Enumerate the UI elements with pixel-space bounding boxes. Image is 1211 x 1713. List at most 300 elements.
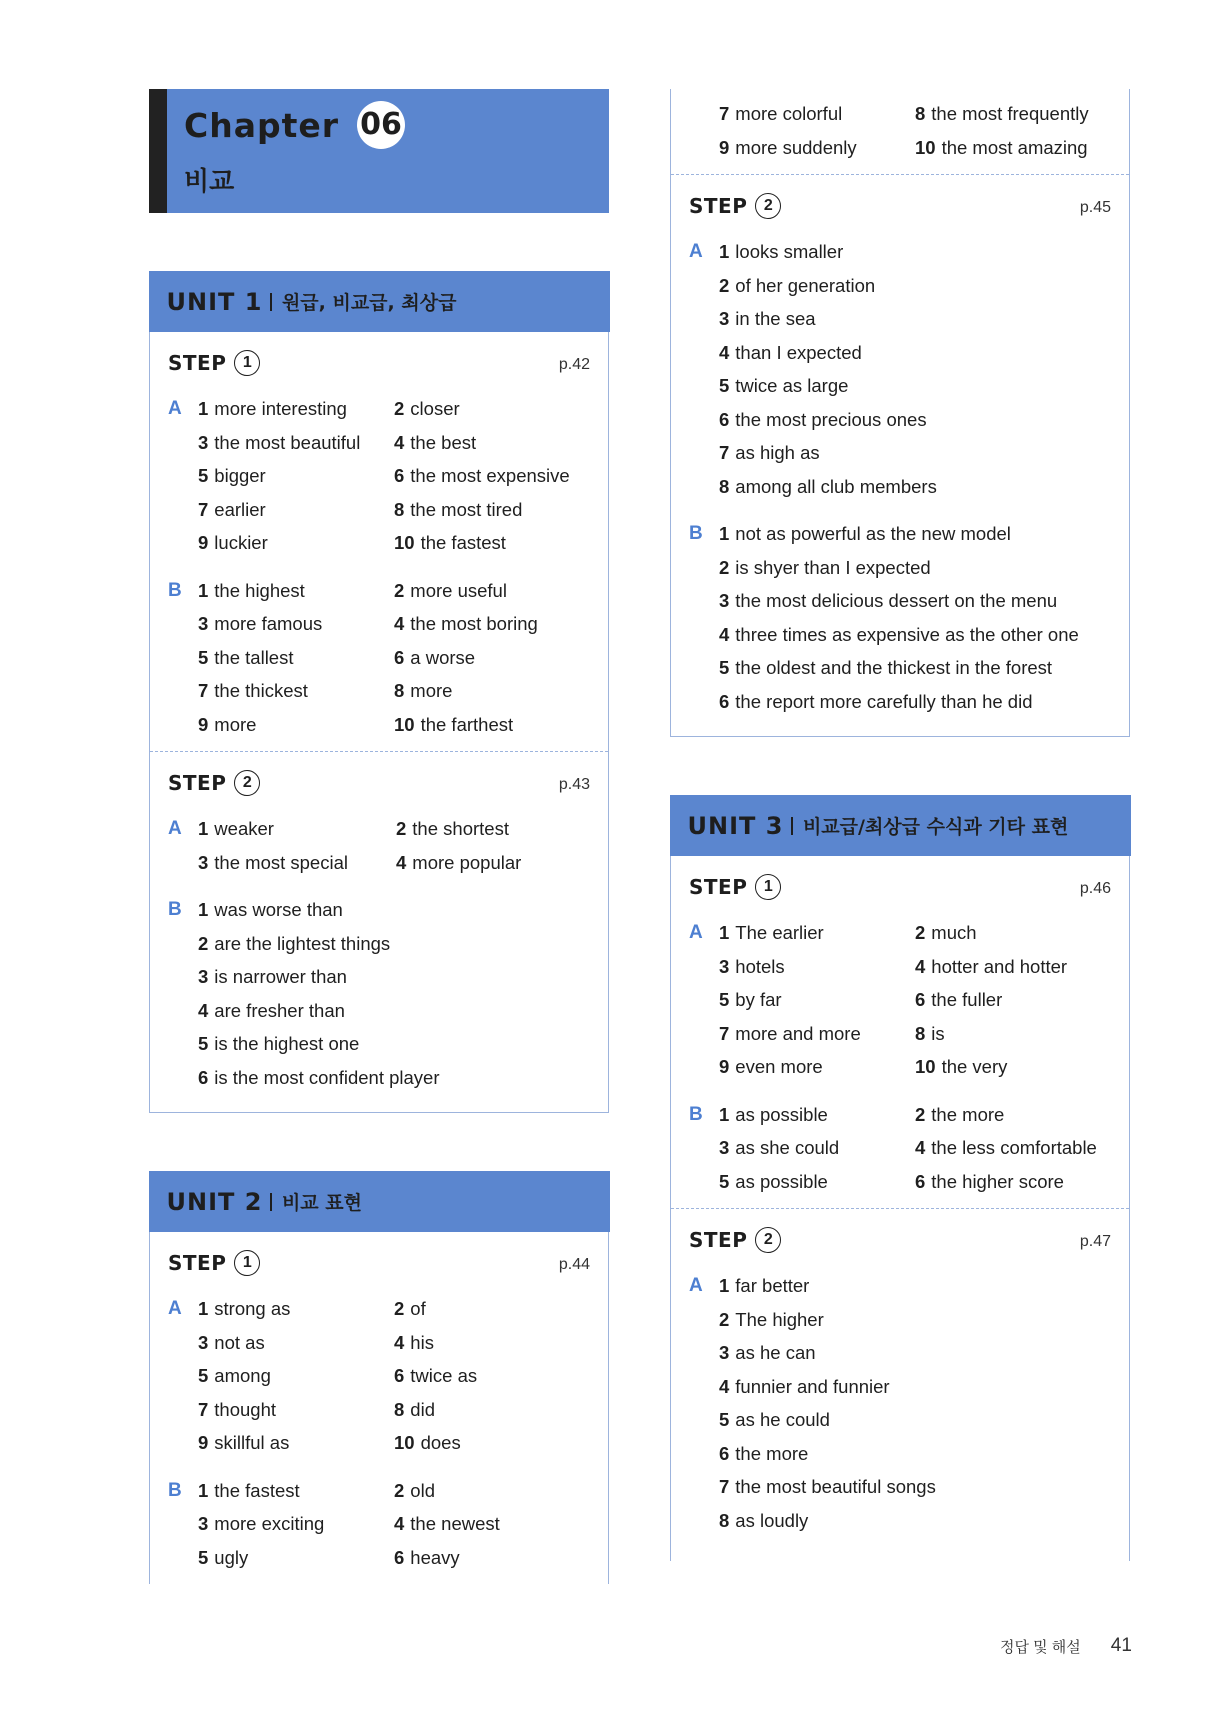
answer-item (198, 1393, 394, 1427)
answer-item (396, 812, 590, 846)
answer-list (198, 812, 590, 879)
answer-number: 8 (915, 103, 926, 124)
answer-list (719, 235, 1111, 503)
unit-3-subtitle: 비교급/최상급 수식과 기타 표현 (802, 816, 1069, 838)
answer-item (915, 1050, 1111, 1084)
answer-item (719, 1165, 915, 1199)
answer-number: 2 (719, 1308, 730, 1330)
answer-text: weaker (214, 818, 274, 839)
answer-item (198, 812, 396, 846)
unit-2-box (149, 1171, 609, 1584)
answer-item (198, 641, 394, 675)
answer-text: much (931, 922, 977, 943)
answer-item (394, 574, 590, 608)
answer-text: are fresher than (214, 999, 345, 1021)
answer-text: the oldest and the thickest in the forest (735, 657, 1053, 678)
answer-text: was worse than (214, 899, 343, 920)
answer-text: the most delicious dessert on the menu (735, 590, 1058, 611)
answer-text: the best (410, 431, 477, 453)
answer-text: a worse (410, 646, 476, 668)
answer-number: 2 (394, 579, 405, 601)
answer-text: the shortest (412, 818, 509, 839)
page-reference: p.42 (558, 356, 590, 373)
answer-item (198, 960, 590, 994)
answer-item (719, 1017, 915, 1051)
answer-text: as possible (735, 1103, 828, 1125)
answer-number: 3 (719, 308, 730, 329)
answer-list (719, 1098, 1111, 1199)
group-letter-b: B (689, 1103, 703, 1125)
answer-number: 4 (394, 1513, 405, 1534)
answer-text: did (410, 1398, 435, 1420)
answer-number: 3 (198, 851, 209, 873)
answer-item (719, 685, 1111, 719)
answer-item (394, 674, 590, 708)
answer-number: 5 (198, 1033, 209, 1054)
unit-2-header (149, 1171, 610, 1232)
answer-item (394, 1292, 590, 1326)
answer-item (915, 983, 1111, 1017)
answer-item (719, 1269, 1111, 1303)
page-reference: p.44 (558, 1256, 590, 1273)
page-reference: p.45 (1079, 199, 1111, 216)
unit-1-subtitle: 원급, 비교급, 최상급 (281, 292, 457, 314)
step-label: STEP (168, 351, 227, 375)
step-number-circle: 1 (755, 874, 781, 900)
unit-separator (791, 817, 793, 835)
group-letter-a: A (689, 1275, 703, 1296)
answer-text: the most frequently (931, 103, 1089, 124)
answer-number: 5 (719, 989, 730, 1010)
answer-item (198, 1061, 590, 1095)
step-number-circle: 2 (234, 770, 260, 796)
unit-2-step-2 (671, 174, 1129, 736)
answer-number: 7 (198, 680, 209, 701)
answer-text: among all club members (735, 475, 937, 497)
answer-list (198, 1474, 590, 1575)
answer-item (719, 983, 915, 1017)
answer-text: the most beautiful (214, 431, 361, 453)
step-number-circle: 1 (234, 350, 260, 376)
answer-item (198, 1474, 394, 1508)
answer-text: closer (410, 398, 460, 419)
answer-text: the more (735, 1442, 809, 1464)
answer-number: 3 (719, 590, 730, 611)
answer-number: 5 (719, 657, 730, 678)
answer-number: 10 (394, 713, 415, 735)
answer-text: looks smaller (735, 241, 844, 262)
answer-number: 10 (915, 136, 936, 158)
unit-3-step-1 (671, 856, 1129, 1208)
answer-number: 9 (198, 1432, 209, 1453)
answer-number: 7 (198, 498, 209, 520)
answer-number: 4 (719, 341, 730, 363)
answer-number: 6 (394, 646, 405, 668)
answer-number: 1 (719, 523, 730, 544)
answer-number: 6 (719, 1442, 730, 1464)
answer-list (719, 916, 1111, 1084)
answer-item (198, 1359, 394, 1393)
chapter-subtitle: 비교 (184, 167, 235, 197)
page-footer (1000, 1635, 1132, 1657)
answer-text: of her generation (735, 274, 876, 296)
answer-text: the more (931, 1103, 1005, 1125)
answer-number: 9 (198, 532, 209, 553)
answer-number: 8 (394, 498, 405, 520)
answer-item (198, 708, 394, 742)
answer-item (719, 403, 1111, 437)
answer-item (198, 493, 394, 527)
answer-number: 5 (719, 375, 730, 396)
answer-number: 5 (719, 1170, 730, 1192)
right-column (670, 89, 1130, 1561)
answer-item (915, 1017, 1111, 1051)
answer-item (719, 470, 1111, 504)
answer-number: 1 (198, 1479, 209, 1501)
answer-text: the most beautiful songs (735, 1476, 936, 1497)
answer-text: more popular (412, 851, 522, 873)
unit-2-step-1-continued (671, 89, 1129, 174)
answer-number: 8 (719, 1509, 730, 1531)
answer-item (719, 551, 1111, 585)
answer-item (394, 1426, 590, 1460)
answer-item (719, 336, 1111, 370)
answer-item (915, 1165, 1111, 1199)
answer-number: 10 (915, 1056, 936, 1077)
answer-number: 1 (198, 899, 209, 920)
answer-text: more suddenly (735, 136, 857, 158)
unit-3-box (670, 795, 1130, 1561)
step-label: STEP (689, 194, 748, 218)
answer-item (719, 269, 1111, 303)
answer-item (915, 1131, 1111, 1165)
answer-item (198, 526, 394, 560)
answer-number: 2 (198, 932, 209, 954)
chapter-title (184, 101, 405, 149)
step-label: STEP (689, 875, 748, 899)
unit-3-header (670, 795, 1131, 856)
answer-text: is narrower than (214, 966, 347, 987)
answer-text: of (410, 1298, 426, 1319)
answer-list (198, 1292, 590, 1460)
page-reference: p.43 (558, 776, 590, 793)
answer-list (719, 517, 1111, 718)
answer-number: 9 (198, 713, 209, 735)
answer-number: 1 (719, 1275, 730, 1296)
answer-number: 1 (198, 1298, 209, 1319)
answer-text: among (214, 1365, 271, 1386)
answer-number: 1 (719, 241, 730, 262)
answer-number: 3 (198, 1331, 209, 1353)
answer-item (719, 1336, 1111, 1370)
answer-item (719, 436, 1111, 470)
answer-item (719, 1370, 1111, 1404)
answer-item (719, 1437, 1111, 1471)
answer-number: 2 (719, 274, 730, 296)
answer-item (394, 1541, 590, 1575)
answer-item (719, 1470, 1111, 1504)
answer-number: 9 (719, 136, 730, 158)
answer-item (394, 1393, 590, 1427)
answer-text: his (410, 1331, 434, 1353)
answer-item (394, 1507, 590, 1541)
answer-item (719, 1403, 1111, 1437)
answer-number: 9 (719, 1056, 730, 1077)
answer-number: 7 (719, 1476, 730, 1497)
step-label: STEP (168, 771, 227, 795)
page-reference: p.47 (1079, 1233, 1111, 1250)
answer-text: more useful (410, 579, 507, 601)
answer-item (198, 607, 394, 641)
answer-item (915, 1098, 1111, 1132)
answer-number: 6 (915, 1170, 926, 1192)
unit-2-continued-box (670, 89, 1130, 737)
answer-item (915, 97, 1111, 131)
answer-text: strong as (214, 1298, 291, 1319)
answer-text: as she could (735, 1137, 840, 1158)
answer-number: 6 (719, 408, 730, 430)
answer-item (198, 927, 590, 961)
answer-item (394, 1326, 590, 1360)
answer-item (719, 950, 915, 984)
answer-number: 6 (394, 465, 405, 486)
answer-item (198, 1507, 394, 1541)
answer-text: twice as large (735, 375, 849, 396)
answer-item (719, 1504, 1111, 1538)
answer-number: 8 (719, 475, 730, 497)
answer-text: the tallest (214, 646, 294, 668)
answer-text: more exciting (214, 1513, 325, 1534)
unit-separator (270, 1193, 272, 1211)
answer-item (198, 1027, 590, 1061)
answer-item (394, 426, 590, 460)
answer-number: 2 (394, 398, 405, 419)
answer-item (915, 916, 1111, 950)
answer-text: the farthest (420, 713, 514, 735)
answer-number: 2 (396, 818, 407, 839)
answer-number: 3 (719, 955, 730, 977)
answer-item (719, 97, 915, 131)
answer-item (719, 1303, 1111, 1337)
step-label: STEP (168, 1251, 227, 1275)
answer-item (394, 1474, 590, 1508)
group-letter-a: A (168, 398, 182, 419)
answer-item (198, 459, 394, 493)
answer-text: is the most confident player (214, 1066, 440, 1088)
unit-3-title: UNIT 3 (687, 811, 784, 840)
answer-text: the highest (214, 579, 305, 601)
answer-item (198, 846, 396, 880)
answer-text: The earlier (735, 922, 824, 943)
answer-text: more famous (214, 613, 323, 634)
answer-number: 6 (719, 690, 730, 712)
answer-item (719, 618, 1111, 652)
answer-item (719, 517, 1111, 551)
answer-text: the newest (410, 1513, 500, 1534)
answer-number: 1 (198, 818, 209, 839)
answer-item (198, 1292, 394, 1326)
answer-item (198, 1541, 394, 1575)
answer-item (394, 1359, 590, 1393)
answer-text: earlier (214, 498, 266, 520)
answer-number: 2 (394, 1298, 405, 1319)
answer-text: not as powerful as the new model (735, 523, 1011, 544)
answer-text: as possible (735, 1170, 828, 1192)
answer-text: hotter and hotter (931, 955, 1068, 977)
answer-number: 5 (198, 646, 209, 668)
footer-text: 정답 및 해설 (1000, 1638, 1081, 1656)
group-letter-b: B (168, 1479, 182, 1501)
answer-item (719, 1050, 915, 1084)
answer-number: 4 (198, 999, 209, 1021)
answer-number: 2 (915, 1103, 926, 1125)
answer-number: 4 (396, 851, 407, 873)
unit-1-title: UNIT 1 (166, 287, 263, 316)
answer-item (915, 131, 1111, 165)
answer-text: does (420, 1432, 461, 1453)
answer-number: 1 (198, 398, 209, 419)
answer-number: 3 (198, 613, 209, 634)
answer-number: 5 (198, 1546, 209, 1568)
answer-item (394, 641, 590, 675)
answer-text: more colorful (735, 103, 843, 124)
answer-item (719, 584, 1111, 618)
answer-number: 6 (394, 1365, 405, 1386)
answer-text: the report more carefully than he did (735, 690, 1033, 712)
answer-item (198, 574, 394, 608)
answer-item (198, 674, 394, 708)
group-letter-a: A (689, 922, 703, 943)
step-number-circle: 2 (755, 193, 781, 219)
answer-text: even more (735, 1056, 823, 1077)
answer-item (719, 302, 1111, 336)
answer-item (394, 708, 590, 742)
answer-number: 3 (719, 1137, 730, 1158)
answer-number: 4 (719, 623, 730, 645)
answer-text: in the sea (735, 308, 816, 329)
answer-item (719, 651, 1111, 685)
answer-number: 1 (719, 1103, 730, 1125)
step-number-circle: 1 (234, 1250, 260, 1276)
answer-text: skillful as (214, 1432, 290, 1453)
answer-number: 2 (394, 1479, 405, 1501)
answer-item (198, 1426, 394, 1460)
answer-text: is shyer than I expected (735, 556, 931, 578)
answer-text: as he can (735, 1342, 816, 1363)
group-letter-b: B (168, 899, 182, 920)
answer-text: the very (941, 1056, 1008, 1077)
answer-number: 3 (198, 966, 209, 987)
answer-number: 3 (719, 1342, 730, 1363)
answer-text: bigger (214, 465, 266, 486)
left-column (149, 89, 609, 1584)
answer-number: 7 (719, 103, 730, 124)
answer-number: 6 (198, 1066, 209, 1088)
answer-number: 6 (394, 1546, 405, 1568)
answer-number: 5 (198, 465, 209, 486)
chapter-number-badge: 06 (357, 101, 405, 149)
unit-2-subtitle: 비교 표현 (281, 1192, 362, 1214)
group-letter-b: B (168, 579, 182, 601)
answer-number: 2 (719, 556, 730, 578)
answer-text: thought (214, 1398, 277, 1420)
answer-text: more and more (735, 1022, 861, 1044)
page-reference: p.46 (1079, 880, 1111, 897)
answer-item (198, 1326, 394, 1360)
answer-item (394, 607, 590, 641)
answer-text: the less comfortable (931, 1137, 1097, 1158)
answer-number: 4 (394, 613, 405, 634)
answer-item (198, 893, 590, 927)
answer-list (719, 1269, 1111, 1537)
answer-number: 4 (394, 1331, 405, 1353)
answer-number: 1 (198, 579, 209, 601)
step-number-circle: 2 (755, 1227, 781, 1253)
unit-2-title: UNIT 2 (166, 1187, 263, 1216)
answer-number: 4 (915, 955, 926, 977)
answer-number: 10 (394, 1432, 415, 1453)
answer-text: the most amazing (941, 136, 1088, 158)
answer-item (719, 916, 915, 950)
group-letter-a: A (689, 241, 703, 262)
answer-number: 8 (394, 1398, 405, 1420)
answer-text: funnier and funnier (735, 1375, 890, 1397)
unit-1-box (149, 271, 609, 1113)
answer-text: the fastest (420, 532, 506, 553)
answer-text: The higher (735, 1308, 824, 1330)
answer-number: 4 (915, 1137, 926, 1158)
answer-text: the most precious ones (735, 408, 927, 430)
answer-text: than I expected (735, 341, 862, 363)
answer-text: heavy (410, 1546, 460, 1568)
answer-number: 10 (394, 532, 415, 553)
unit-separator (270, 293, 272, 311)
answer-text: the fuller (931, 989, 1003, 1010)
answer-list (198, 574, 590, 742)
chapter-label: Chapter (184, 105, 340, 145)
answer-text: the most tired (410, 498, 523, 520)
answer-text: the most expensive (410, 465, 570, 486)
answer-text: as he could (735, 1409, 830, 1430)
answer-item (396, 846, 590, 880)
answer-number: 6 (915, 989, 926, 1010)
answer-text: the most boring (410, 613, 538, 634)
answer-text: far better (735, 1275, 810, 1296)
answer-text: are the lightest things (214, 932, 391, 954)
group-letter-b: B (689, 523, 703, 544)
answer-text: as high as (735, 442, 820, 463)
answer-text: the higher score (931, 1170, 1064, 1192)
answer-text: ugly (214, 1546, 249, 1568)
answer-item (198, 994, 590, 1028)
answer-text: luckier (214, 532, 268, 553)
answer-text: is the highest one (214, 1033, 360, 1054)
answer-number: 3 (198, 1513, 209, 1534)
answer-text: the most special (214, 851, 348, 873)
unit-1-step-1 (150, 332, 608, 751)
answer-number: 1 (719, 922, 730, 943)
answer-number: 5 (719, 1409, 730, 1430)
unit-2-step-1 (150, 1232, 608, 1584)
unit-1-header (149, 271, 610, 332)
answer-item (719, 235, 1111, 269)
step-label: STEP (689, 1228, 748, 1252)
answer-text: the fastest (214, 1479, 300, 1501)
answer-text: is (931, 1022, 945, 1044)
answer-item (719, 1098, 915, 1132)
answer-number: 7 (719, 1022, 730, 1044)
chapter-header (149, 89, 609, 213)
